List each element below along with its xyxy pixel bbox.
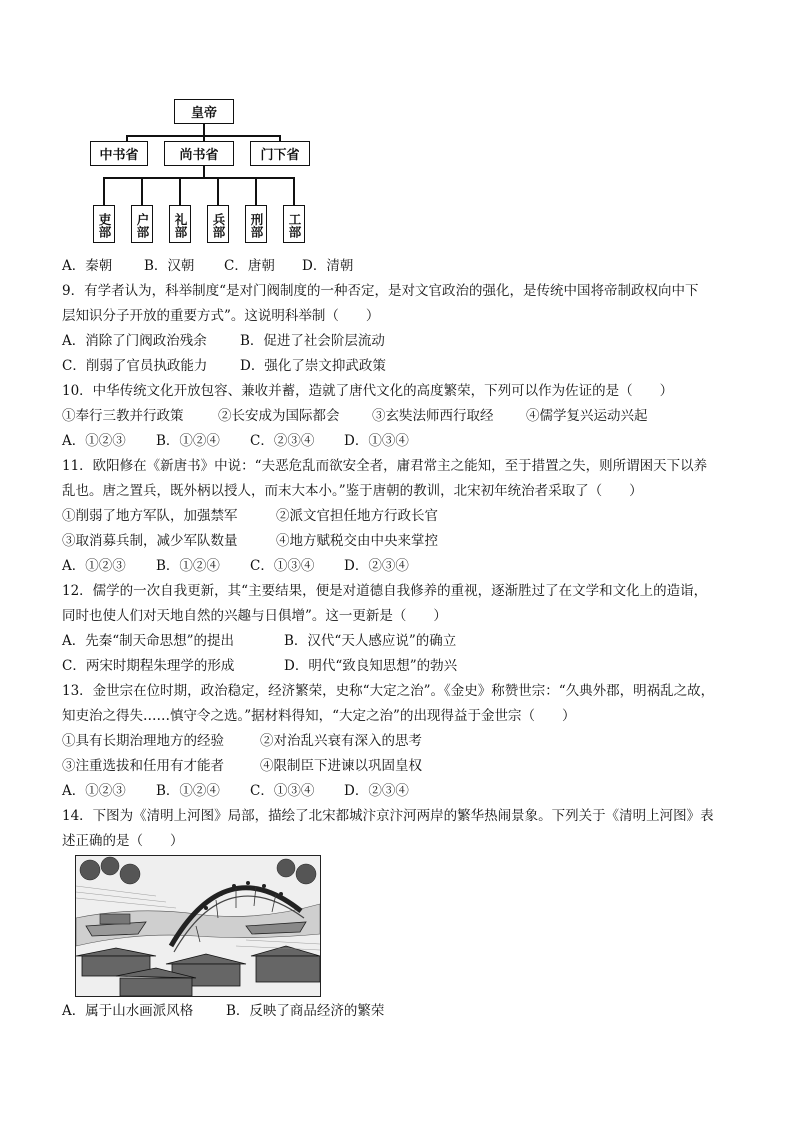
- q10-item-4: ④儒学复兴运动兴起: [526, 408, 648, 424]
- q8-option-d: D．清朝: [302, 258, 354, 274]
- q13-item-3: ③注重选拔和任用有才能者: [62, 758, 224, 774]
- connector-line: [103, 177, 294, 179]
- q12-option-d: D．明代“致良知思想”的勃兴: [284, 658, 458, 674]
- q9-option-c: C．削弱了官员执政能力: [62, 358, 208, 374]
- ministry-box: 礼部: [169, 205, 191, 243]
- q9-stem-line2: 层知识分子开放的重要方式”。这说明科举制（ ）: [62, 308, 380, 324]
- q10-item-2: ②长安成为国际都会: [218, 408, 340, 424]
- connector-line: [179, 177, 181, 207]
- q12-stem-line1: 12．儒学的一次自我更新，其“主要结果，便是对道德自我修养的重视，逐渐胜过了在文学和文化上的造诣，: [62, 583, 708, 599]
- ministry-box: 吏部: [93, 205, 115, 243]
- q8-option-c: C．唐朝: [224, 258, 275, 274]
- q11-stem-line1: 11．欧阳修在《新唐书》中说：“夫恶危乱而欲安全者，庸君常主之能知，至于措置之失，则所谓困天下以养: [62, 458, 708, 474]
- connector-line: [203, 165, 205, 177]
- q13-option-d: D．②③④: [344, 783, 409, 799]
- q11-option-c: C．①③④: [250, 558, 315, 574]
- q11-item-3: ③取消募兵制，减少军队数量: [62, 533, 238, 549]
- connector-line: [293, 177, 295, 207]
- q13-item-4: ④限制臣下进谏以巩固皇权: [260, 758, 422, 774]
- menxia-box: 门下省: [250, 141, 310, 166]
- q14-stem-line2: 述正确的是（ ）: [62, 833, 184, 849]
- qingming-painting-image: [75, 855, 321, 997]
- zhongshu-box: 中书省: [90, 141, 148, 166]
- q10-option-a: A．①②③: [62, 433, 126, 449]
- q13-option-b: B．①②④: [156, 783, 220, 799]
- shangshu-box: 尚书省: [164, 141, 234, 166]
- government-structure-diagram: [80, 95, 320, 245]
- q9-option-b: B．促进了社会阶层流动: [240, 333, 385, 349]
- connector-line: [203, 123, 205, 135]
- q10-stem-line1: 10．中华传统文化开放包容、兼收并蓄，造就了唐代文化的高度繁荣，下列可以作为佐证的是（ ）: [62, 383, 674, 399]
- q13-item-2: ②对治乱兴衰有深入的思考: [260, 733, 422, 749]
- q11-stem-line2: 乱也。唐之置兵，既外柄以授人，而末大本小。”鉴于唐朝的教训，北宋初年统治者采取了（ ）: [62, 483, 643, 499]
- q11-item-1: ①削弱了地方军队，加强禁军: [62, 508, 238, 524]
- ministry-box: 兵部: [207, 205, 229, 243]
- q13-option-a: A．①②③: [62, 783, 126, 799]
- q12-option-c: C．两宋时期程朱理学的形成: [62, 658, 235, 674]
- connector-line: [103, 177, 105, 207]
- q12-stem-line2: 同时也使人们对天地自然的兴趣与日俱增”。这一更新是（ ）: [62, 608, 447, 624]
- q13-item-1: ①具有长期治理地方的经验: [62, 733, 224, 749]
- q10-item-1: ①奉行三教并行政策: [62, 408, 184, 424]
- q9-option-a: A．消除了门阀政治残余: [62, 333, 207, 349]
- qingming-scene-illustration: [76, 856, 320, 996]
- ministry-box: 户部: [131, 205, 153, 243]
- q11-item-2: ②派文官担任地方行政长官: [276, 508, 438, 524]
- q12-option-b: B．汉代“天人感应说”的确立: [284, 633, 457, 649]
- q13-option-c: C．①③④: [250, 783, 315, 799]
- ministry-box: 刑部: [245, 205, 267, 243]
- q14-option-b: B．反映了商品经济的繁荣: [226, 1003, 385, 1019]
- q9-stem-line1: 9．有学者认为，科举制度“是对门阀制度的一种否定，是对文官政治的强化，是传统中国将帝制政权向中下: [62, 283, 699, 299]
- q8-option-b: B．汉朝: [144, 258, 195, 274]
- q11-option-a: A．①②③: [62, 558, 126, 574]
- q11-item-4: ④地方赋税交由中央来掌控: [276, 533, 438, 549]
- q11-option-b: B．①②④: [156, 558, 220, 574]
- q10-item-3: ③玄奘法师西行取经: [372, 408, 494, 424]
- connector-line: [217, 177, 219, 207]
- q8-option-a: A．秦朝: [62, 258, 113, 274]
- q12-option-a: A．先秦“制天命思想”的提出: [62, 633, 235, 649]
- q11-option-d: D．②③④: [344, 558, 409, 574]
- q13-stem-line1: 13．金世宗在位时期，政治稳定，经济繁荣，史称“大定之治”。《金史》称赞世宗：“久典外郡，明祸乱之故，: [62, 683, 715, 699]
- q14-option-a: A．属于山水画派风格: [62, 1003, 194, 1019]
- ministry-box: 工部: [283, 205, 305, 243]
- q10-option-c: C．②③④: [250, 433, 315, 449]
- q13-stem-line2: 知吏治之得失……慎守令之选。”据材料得知，“大定之治”的出现得益于金世宗（ ）: [62, 708, 576, 724]
- connector-line: [141, 177, 143, 207]
- q10-option-d: D．①③④: [344, 433, 409, 449]
- q14-stem-line1: 14．下图为《清明上河图》局部，描绘了北宋都城汴京汴河两岸的繁华热闹景象。下列关于《清明上河图》表: [62, 808, 714, 824]
- q10-option-b: B．①②④: [156, 433, 220, 449]
- emperor-box: 皇帝: [174, 99, 234, 124]
- q9-option-d: D．强化了崇文抑武政策: [240, 358, 386, 374]
- connector-line: [255, 177, 257, 207]
